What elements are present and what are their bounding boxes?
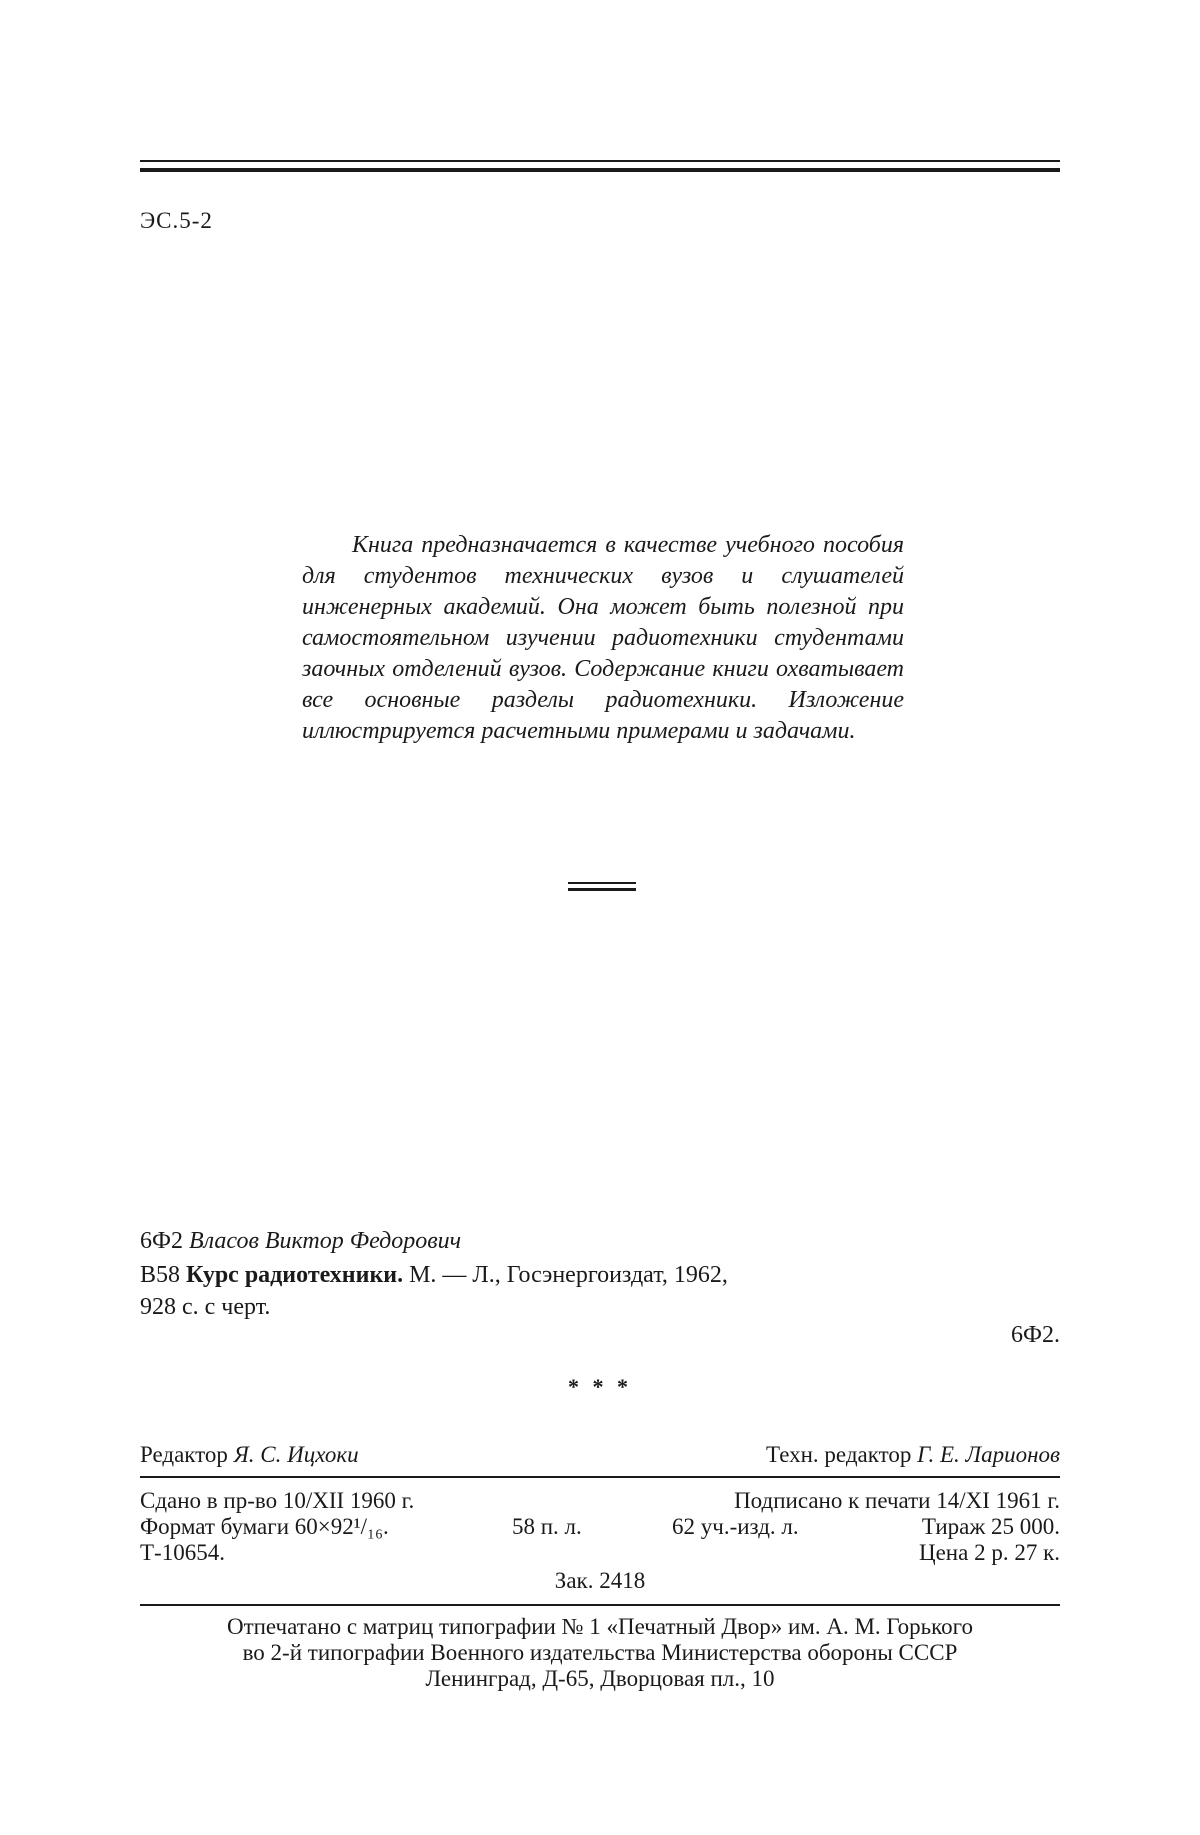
center-rule-thin [568, 882, 636, 884]
staff-rule [140, 1476, 1060, 1478]
editor-label: Редактор [140, 1442, 228, 1467]
card-author-mark: В58 [140, 1262, 181, 1288]
top-rule-thin [140, 160, 1060, 162]
center-rule-thick [568, 888, 636, 891]
top-rule-thick [140, 168, 1060, 172]
card-author: Власов Виктор Федорович [188, 1228, 462, 1254]
book-annotation: Книга предназначается в качестве учебного пособия для студентов технических вузов и слушателей инженерных академий. Она может быть полезной при самостоятельном изучении радиотехники студентами заочных отделений вузов. Содержание книги охватывает все основные разделы радиотехники. Изложение иллюстрируется расчетными примерами и задачами. [302, 532, 904, 744]
license-number: Т-10654. [140, 1540, 225, 1565]
card-index: 6Ф2 [140, 1228, 183, 1254]
card-line-pages: 928 с. с черт. [140, 1294, 271, 1320]
colophon-line-3: Ленинград, Д-65, Дворцовая пл., 10 [425, 1666, 775, 1691]
card-imprint: М. — Л., Госэнергоиздат, 1962, [409, 1262, 728, 1288]
editor-name: Я. С. Ицхоки [233, 1442, 359, 1467]
colophon-line-1: Отпечатано с матриц типографии № 1 «Печатный Двор» им. А. М. Горького [226, 1614, 974, 1639]
classification-code: ЭС.5-2 [140, 208, 213, 233]
tech-editor-label: Техн. редактор [766, 1442, 912, 1467]
print-run: Тираж 25 000. [921, 1514, 1060, 1539]
order-number: Зак. 2418 [554, 1568, 646, 1593]
colophon-rule [140, 1604, 1060, 1606]
stars-separator: * * * [568, 1374, 632, 1399]
tech-editor-name: Г. Е. Ларионов [917, 1442, 1060, 1467]
printed-sheets: 58 п. л. [512, 1514, 582, 1539]
card-line-title [140, 1262, 728, 1289]
price: Цена 2 р. 27 к. [918, 1540, 1060, 1565]
card-title: Курс радиотехники. [186, 1262, 404, 1288]
tech-editor-line [766, 1442, 1060, 1468]
signed-date: Подписано к печати 14/XI 1961 г. [734, 1488, 1060, 1513]
card-classification: 6Ф2. [1011, 1322, 1060, 1348]
card-line-author [140, 1228, 461, 1255]
colophon-line-2: во 2-й типографии Военного издательства Министерства обороны СССР [242, 1640, 958, 1665]
editor-line [140, 1442, 359, 1468]
publisher-sheets: 62 уч.-изд. л. [672, 1514, 799, 1539]
submitted-date: Сдано в пр-во 10/XII 1960 г. [140, 1488, 415, 1513]
paper-format: Формат бумаги 60×92¹/₁₆. [140, 1514, 389, 1539]
